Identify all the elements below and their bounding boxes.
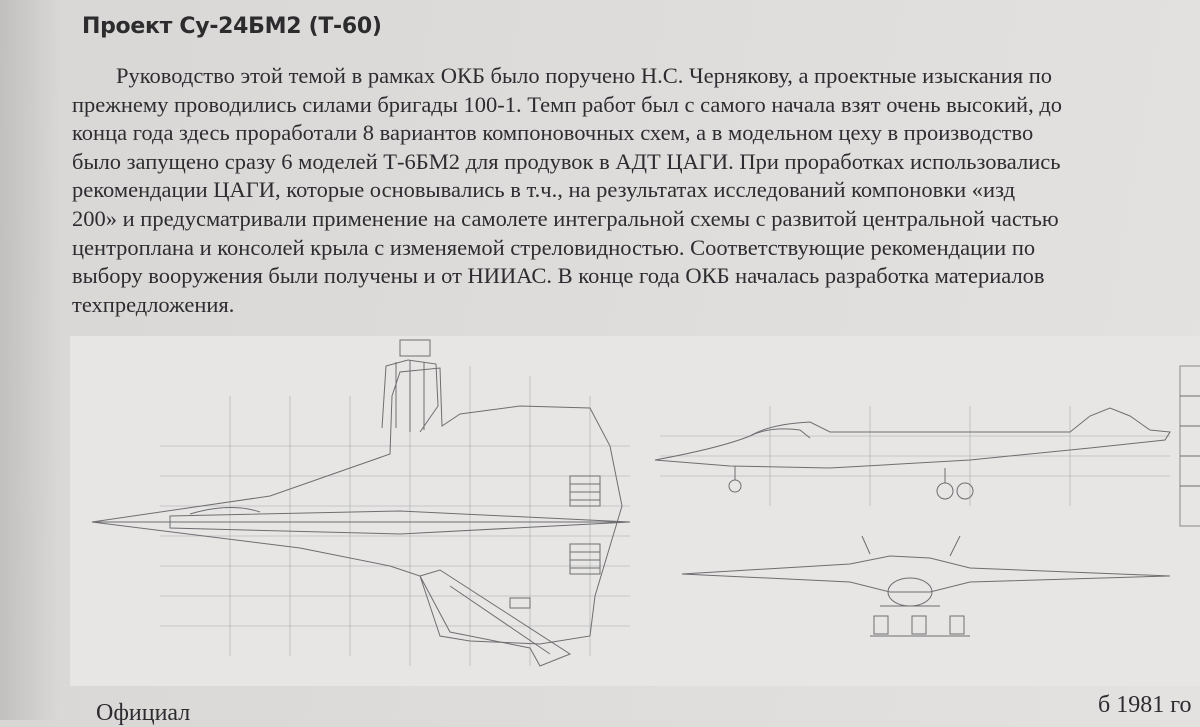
- paragraph-line: выбору вооружения были получены и от НИИАС. В конце года ОКБ началась разработка материалов: [72, 263, 1045, 289]
- body-paragraph: [72, 62, 1200, 319]
- engine-intake-upper: [570, 476, 600, 506]
- paragraph-line: 200» и предусматривали применение на самолете интегральной схемы с развитой центральной частью: [72, 205, 1059, 231]
- paragraph-line: прежнему проводились силами бригады 100-1. Темп работ был с самого начала взят очень высокий, до: [72, 91, 1063, 117]
- side-nose-gear: [729, 480, 741, 492]
- front-view-fins: [862, 536, 960, 556]
- plan-grid: [160, 366, 630, 666]
- footer-text-fragment-left: Официал: [96, 700, 191, 726]
- page-edge-shadow: [0, 0, 60, 720]
- paragraph-line: техпредложения.: [72, 291, 235, 317]
- weapon-pylons: [870, 616, 970, 636]
- blueprint-drawing: [70, 336, 1200, 686]
- paragraph-line: центроплана и консолей крыла с изменяемой стреловидностью. Соответствующие рекомендации по: [72, 234, 1036, 260]
- footer-text-fragment-right: б 1981 го: [1098, 692, 1192, 718]
- side-landing-gear-front: [937, 483, 953, 499]
- side-grid: [660, 406, 1170, 506]
- paragraph-line: рекомендации ЦАГИ, которые основывались в т.ч., на результатах исследований компоновки «изд: [72, 177, 1016, 203]
- front-view-wing: [682, 556, 1170, 592]
- section-heading: Проект Су-24БМ2 (Т-60): [82, 14, 382, 39]
- title-block: [1180, 366, 1200, 526]
- paragraph-line: конца года здесь проработали 8 вариантов компоновочных схем, а в модельном цеху в производство: [72, 120, 1034, 146]
- paragraph-line: было запущено сразу 6 моделей Т-6БМ2 для продувок в АДТ ЦАГИ. При проработках использовались: [72, 148, 1061, 174]
- aircraft-blueprint-figure: [70, 336, 1200, 686]
- paragraph-line: Руководство этой темой в рамках ОКБ было поручено Н.С. Чернякову, а проектные изыскания по: [116, 63, 1053, 88]
- engine-intake-lower: [570, 544, 600, 574]
- plan-swept-wing: [420, 570, 570, 666]
- side-landing-gear-rear: [957, 483, 973, 499]
- side-view-fuselage: [655, 408, 1170, 468]
